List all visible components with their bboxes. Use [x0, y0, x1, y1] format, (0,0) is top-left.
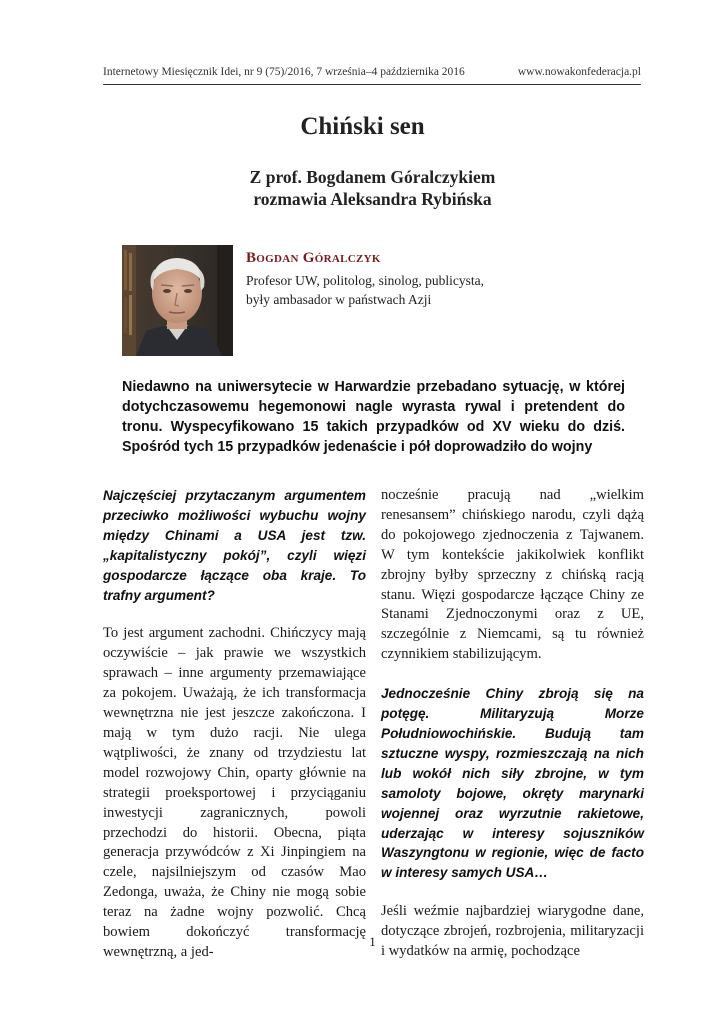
author-role-2: były ambasador w państwach Azji [246, 292, 432, 307]
lead-paragraph: Niedawno na uniwersytecie w Harwardzie przebadano sytuację, w której dotychczasowemu hegemonowi nagle wyrasta rywal i pretendent do tronu. Wyspecyfikowano 15 takich przypadków od XV wieku do dziś. Spośród tych 15 przypadków jedenaście i pół doprowadziło do wojny [122, 379, 625, 455]
subtitle-line-1: Z prof. Bogdanem Góralczykiem [249, 167, 496, 187]
article-subtitle [0, 166, 725, 210]
article-title: Chiński sen [300, 113, 425, 140]
interview-answer-continued: nocześnie pracują nad „wielkim renesansem” chińskiego narodu, czyli dążą do pokojowego zjednoczenia z Tajwanem. W tym kontekście jakikolwiek konflikt zbrojny byłby sprzeczny z chińską racją stanu. Więzi gospodarcze łączące Chiny ze Stanami Zjednoczonymi oraz z UE, szczególnie z Niemcami, są tu również czynnikiem stabilizującym. [381, 487, 644, 663]
interview-question: Jednocześnie Chiny zbroją się na potęgę. Militaryzują Morze Południowochińskie. Budują tam sztuczne wyspy, rozmieszczają na nich lub wokół nich siły zbrojne, w tym samoloty bojowe, okręty marynarki wojennej oraz wyrzutnie rakietowe, uderzając w interesy sojuszników Waszyngtonu w regionie, więc de facto w interesy samych USA… [381, 686, 644, 881]
running-header [103, 66, 641, 78]
subtitle-line-2: rozmawia Aleksandra Rybińska [253, 189, 492, 209]
author-name: Bogdan Góralczyk [246, 250, 381, 266]
author-portrait [122, 245, 233, 356]
interview-question: Najczęściej przytaczanym argumentem przeciwko możliwości wybuchu wojny między Chinami a USA jest tzw. „kapitalistyczny pokój”, czyli więzi gospodarcze łączące oba kraje. To trafny argument? [103, 488, 366, 603]
site-url[interactable]: www.nowakonfederacja.pl [517, 66, 641, 78]
journal-info: Internetowy Miesięcznik Idei, nr 9 (75)/2016, 7 września–4 października 2016 [103, 66, 465, 78]
interview-answer: To jest argument zachodni. Chińczycy mają oczywiście – jak prawie we wszystkich sprawach – inne argumenty przemawiające za pokojem. Uważają, że ich transformacja wewnętrzna nie jest jeszcze zakończona. I mają w tym dużo racji. Nie ulega wątpliwości, że znany od trzydziestu lat model rozwojowy Chin, oparty głównie na strategii proeksportowej i przyciąganiu inwestycji zagranicznych, powoli przechodzi do historii. Obecna, piąta generacja przywódców z Xi Jinpingiem na czele, najsilniejszym od czasów Mao Zedonga, uważa, że Chiny nie mogą sobie teraz na żadne wojny pozwolić. Chcą bowiem dokończyć transformację wewnętrzną, a jed- [103, 625, 366, 960]
right-column [381, 486, 644, 981]
page-number: 1 [369, 934, 376, 949]
interview-answer: Jeśli weźmie najbardziej wiarygodne dane, dotyczące zbrojeń, rozbrojenia, militaryzacji i wydatków na armię, pochodzące [381, 903, 644, 960]
left-column [103, 486, 366, 982]
portrait-photo-icon [122, 245, 233, 356]
author-bio [246, 250, 546, 309]
author-role: Profesor UW, politolog, sinolog, publicysta, [246, 273, 484, 288]
header-rule [103, 84, 641, 85]
